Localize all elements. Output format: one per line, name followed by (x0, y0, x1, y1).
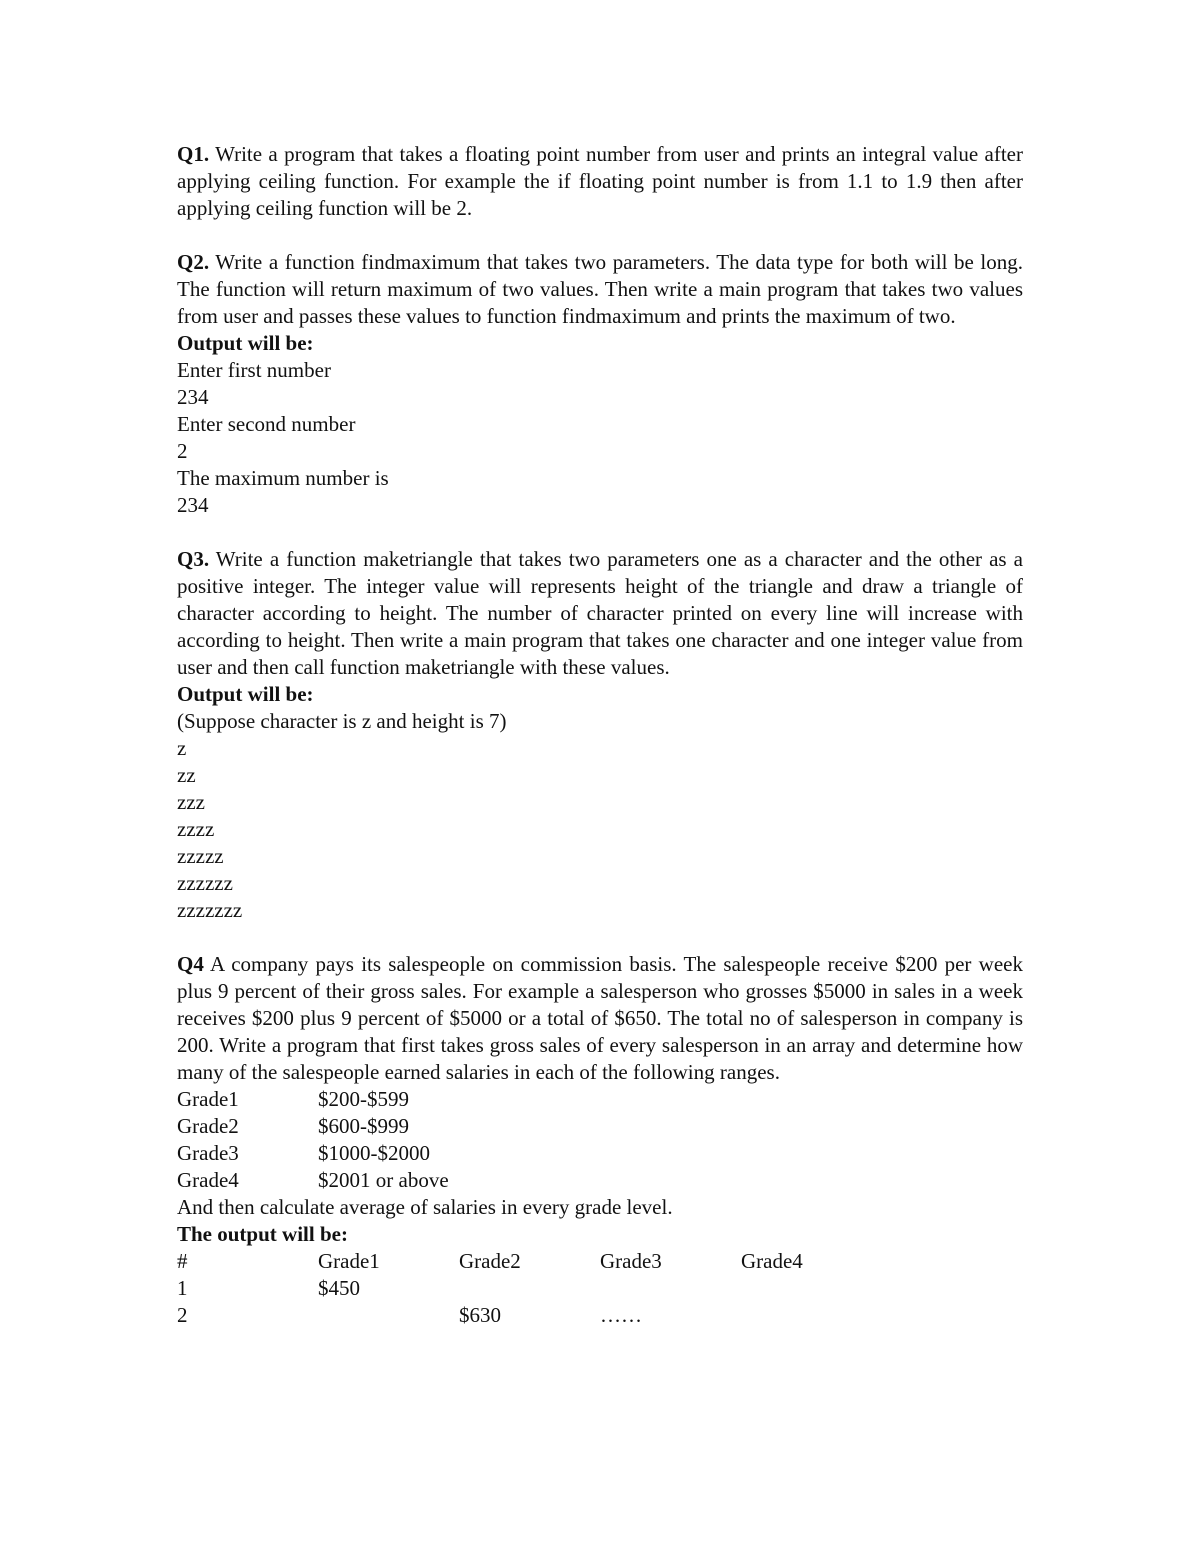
table-header-cell: Grade2 (459, 1249, 521, 1273)
question-2-label: Q2. (177, 250, 210, 274)
question-2 (177, 249, 1023, 330)
table-row (177, 1302, 1023, 1329)
question-1 (177, 141, 1023, 222)
table-cell (600, 1275, 741, 1302)
triangle-line: zz (177, 763, 196, 787)
grade-range: $1000-$2000 (318, 1141, 430, 1165)
question-3-output-heading: Output will be: (177, 682, 314, 706)
grade-name: Grade3 (177, 1141, 239, 1165)
question-4-label: Q4 (177, 952, 204, 976)
table-row (177, 1275, 1023, 1302)
question-3 (177, 546, 1023, 681)
question-4-text: A company pays its salespeople on commission basis. The salespeople receive $200 per week plus 9 percent of their gross sales. For example a salesperson who grosses $5000 in sales in a week receives $200 plus 9 percent of $5000 or a total of $650. The total no of salesperson in company is 200. Write a program that first takes gross sales of every salesperson in an array and determine how many of the salespeople earned salaries in each of the following ranges. (177, 952, 1023, 1084)
grade-range-row (177, 1140, 1023, 1167)
table-cell (741, 1302, 882, 1329)
triangle-line: zzzz (177, 817, 215, 841)
table-cell: $450 (318, 1276, 360, 1300)
question-2-text: Write a function findmaximum that takes two parameters. The data type for both will be long. The function will return maximum of two values. Then write a main program that takes two values from user and passes these values to function findmaximum and prints the maximum of two. (177, 250, 1023, 328)
question-1-text: Write a program that takes a floating point number from user and prints an integral value after applying ceiling function. For example the if floating point number is from 1.1 to 1.9 then after applying ceiling function will be 2. (177, 142, 1023, 220)
question-3-note: (Suppose character is z and height is 7) (177, 709, 507, 733)
output-line: 234 (177, 493, 209, 517)
output-line: Enter first number (177, 358, 331, 382)
output-line: 2 (177, 439, 188, 463)
triangle-line: zzz (177, 790, 205, 814)
table-cell (741, 1275, 882, 1302)
question-2-output-heading: Output will be: (177, 331, 314, 355)
output-table-header (177, 1248, 1023, 1275)
table-header-cell: Grade1 (318, 1249, 380, 1273)
grade-name: Grade4 (177, 1168, 239, 1192)
grade-range-row (177, 1086, 1023, 1113)
grade-range: $200-$599 (318, 1087, 409, 1111)
grade-name: Grade1 (177, 1087, 239, 1111)
question-3-text: Write a function maketriangle that takes two parameters one as a character and the other as a positive integer. The integer value will represents height of the triangle and draw a triangle of character according to height. The number of character printed on every line will increase with according to height. Then write a main program that takes one character and one integer value from user and then call function maketriangle with these values. (177, 547, 1023, 679)
table-cell: 1 (177, 1276, 188, 1300)
table-cell: …… (600, 1303, 642, 1327)
question-3-label: Q3. (177, 547, 210, 571)
output-line: Enter second number (177, 412, 356, 436)
output-line: The maximum number is (177, 466, 389, 490)
table-cell (318, 1302, 459, 1329)
document-page (177, 141, 1023, 1329)
output-line: 234 (177, 385, 209, 409)
triangle-line: zzzzzz (177, 871, 233, 895)
question-4-output-heading: The output will be: (177, 1222, 348, 1246)
grade-range: $600-$999 (318, 1114, 409, 1138)
grade-range-row (177, 1113, 1023, 1140)
table-header-cell: Grade4 (741, 1249, 803, 1273)
table-cell: $630 (459, 1303, 501, 1327)
table-header-cell: Grade3 (600, 1249, 662, 1273)
question-4 (177, 951, 1023, 1086)
triangle-line: zzzzz (177, 844, 224, 868)
table-cell (459, 1275, 600, 1302)
table-cell: 2 (177, 1303, 188, 1327)
question-1-label: Q1. (177, 142, 210, 166)
grade-range-row (177, 1167, 1023, 1194)
triangle-line: zzzzzzz (177, 898, 243, 922)
grade-range: $2001 or above (318, 1168, 449, 1192)
question-4-after-text: And then calculate average of salaries in every grade level. (177, 1195, 673, 1219)
grade-name: Grade2 (177, 1114, 239, 1138)
triangle-line: z (177, 736, 187, 760)
table-header-cell: # (177, 1249, 188, 1273)
